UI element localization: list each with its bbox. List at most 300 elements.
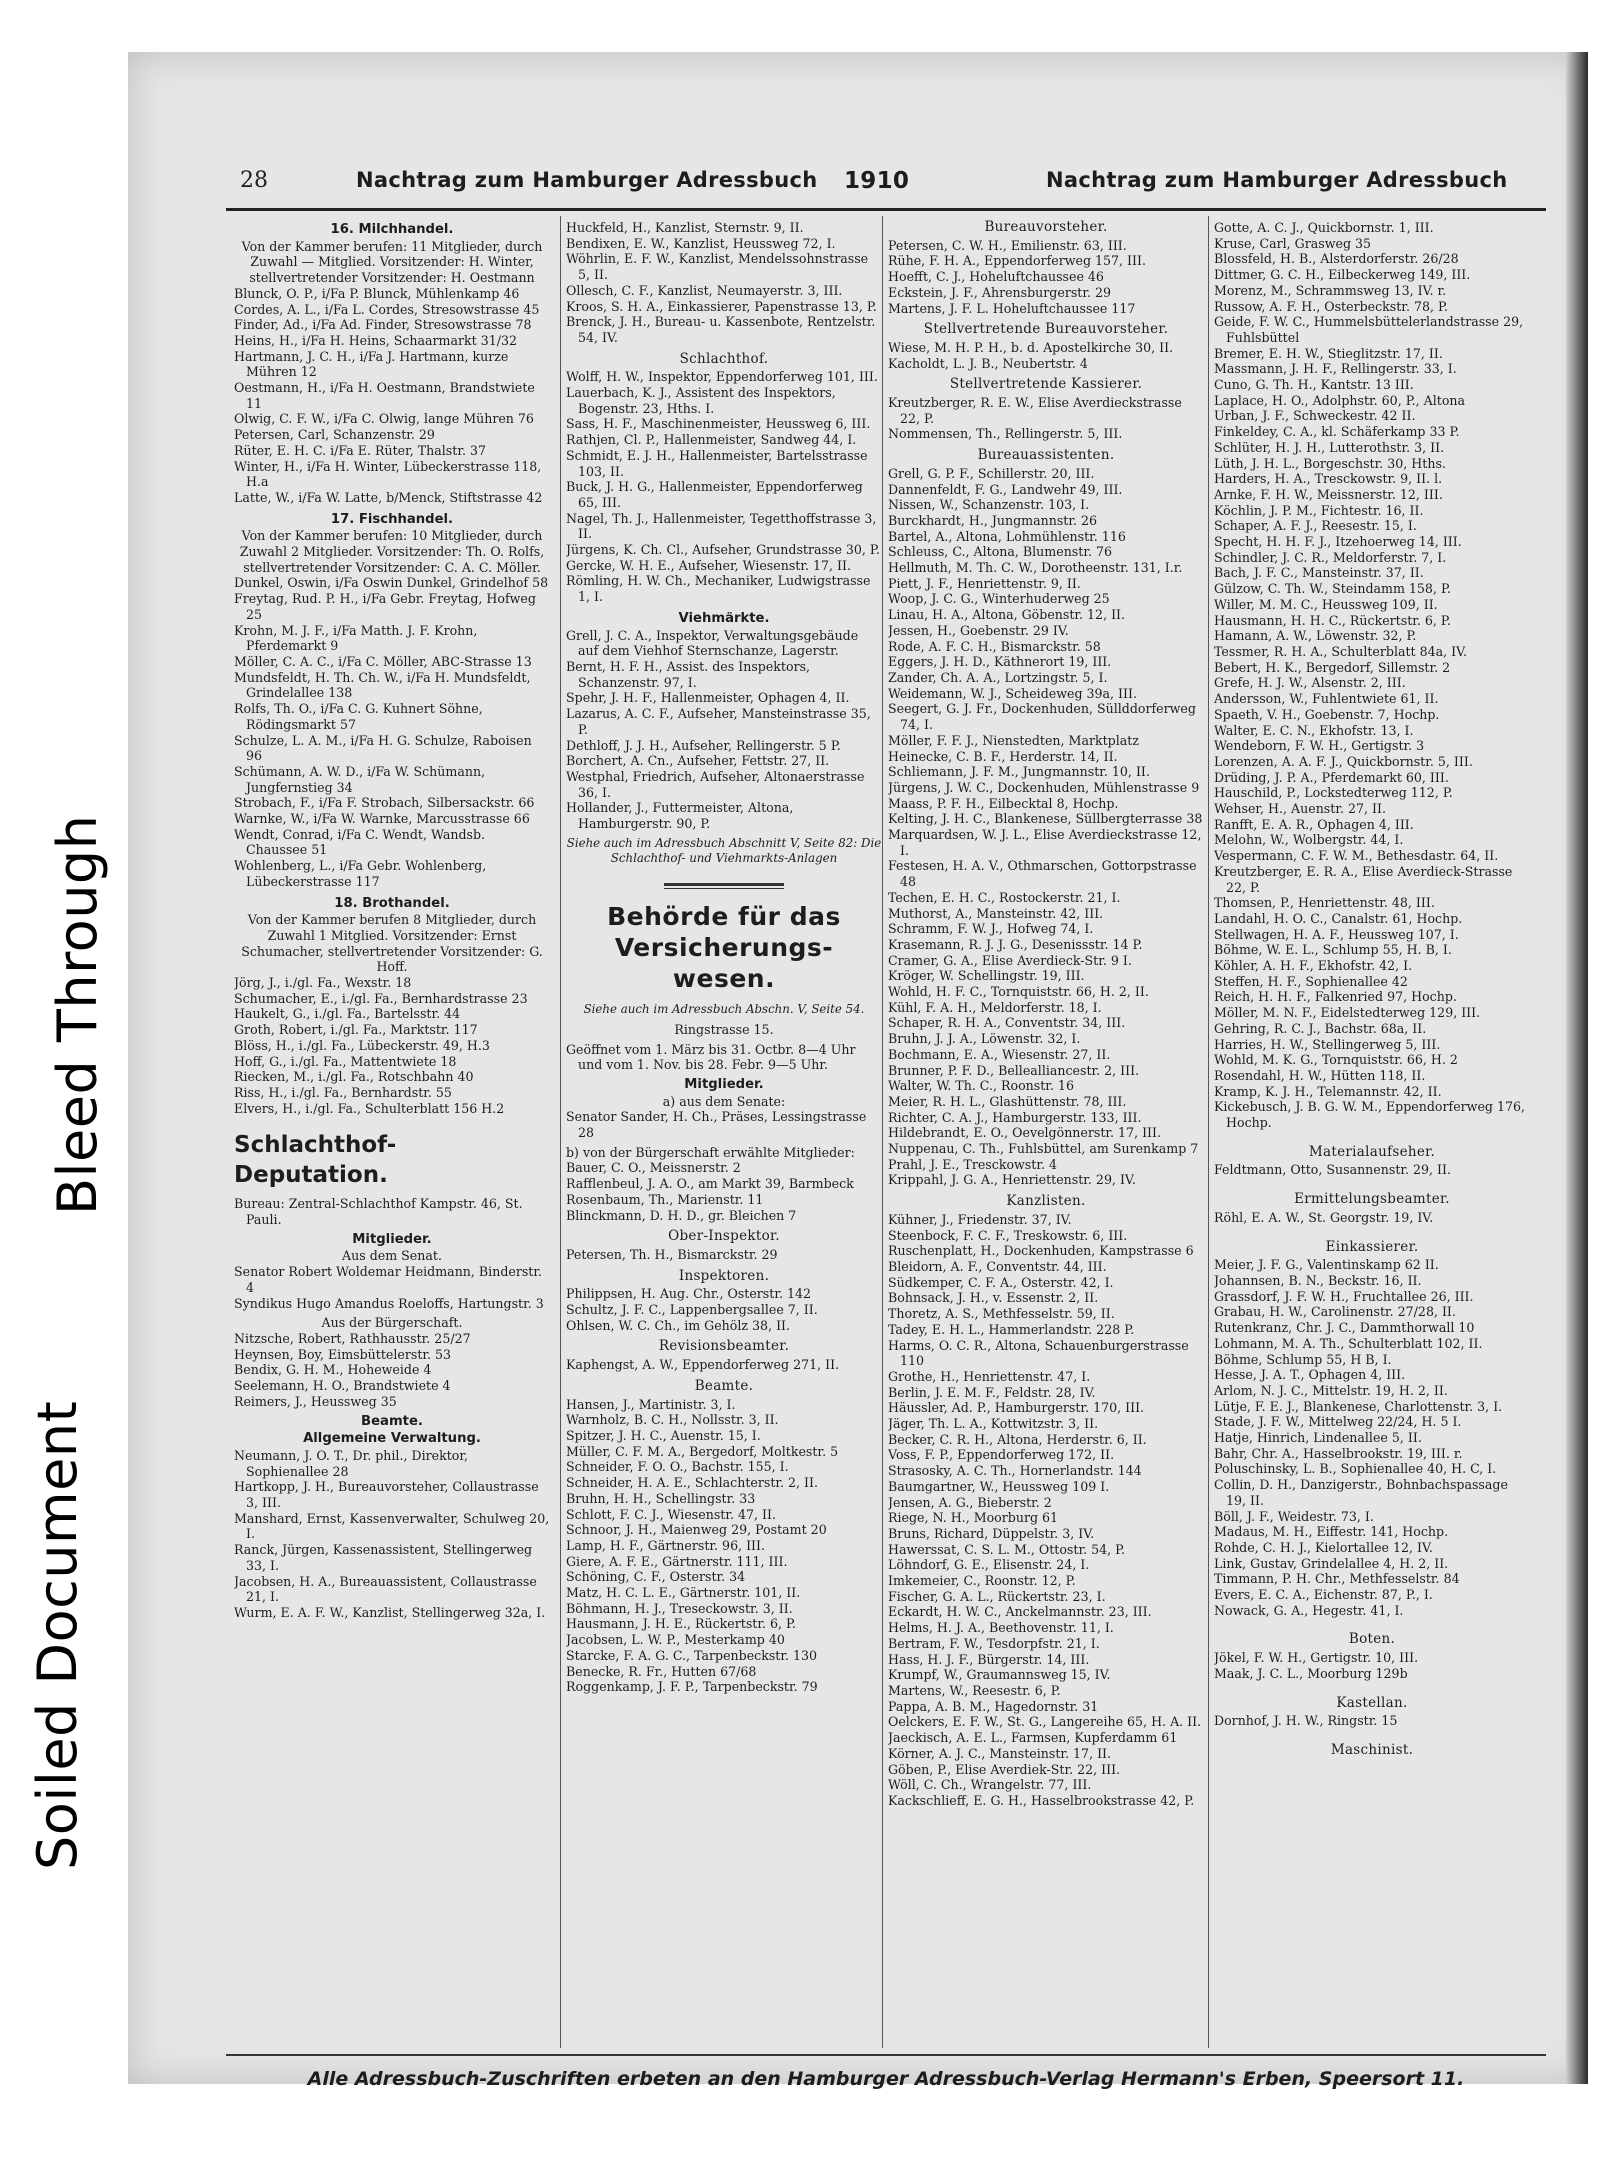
directory-entry: Schnoor, J. H., Maienweg 29, Postamt 20: [566, 1522, 827, 1538]
entry-list: [234, 575, 550, 889]
directory-entry: Freytag, Rud. P. H., i/Fa Gebr. Freytag, Hofweg 25: [234, 591, 536, 622]
directory-entry: Andersson, W., Fuhlentwiete 61, II.: [1214, 691, 1439, 707]
subheading: Aus dem Senat.: [342, 1248, 442, 1264]
entry-list: [888, 238, 1204, 317]
directory-entry: Syndikus Hugo Amandus Roeloffs, Hartungstr. 3: [234, 1295, 544, 1311]
section-heading: 16. Milchhandel.: [330, 222, 454, 237]
directory-entry: Spehr, J. H. F., Hallenmeister, Ophagen 4, II.: [566, 690, 850, 706]
entry-list: [234, 1448, 550, 1621]
directory-entry: Rutenkranz, Chr. J. C., Dammthorwall 10: [1214, 1320, 1475, 1336]
directory-entry: Wolff, H. W., Inspektor, Eppendorferweg 101, III.: [566, 369, 878, 385]
directory-entry: Feldtmann, Otto, Susannenstr. 29, II.: [1214, 1162, 1452, 1178]
directory-entry: Lazarus, A. C. F., Aufseher, Mansteinstrasse 35, P.: [566, 706, 871, 737]
directory-entry: Wohld, H. F. C., Tornquiststr. 66, H. 2, II.: [888, 984, 1149, 1000]
directory-entry: Stellwagen, H. A. F., Heussweg 107, I.: [1214, 926, 1459, 942]
directory-entry: Gercke, W. H. E., Aufseher, Wiesenstr. 17, II.: [566, 557, 851, 573]
directory-entry: Dethloff, J. J. H., Aufseher, Rellingerstr. 5 P.: [566, 737, 841, 753]
directory-entry: Winter, H., i/Fa H. Winter, Lübeckerstrasse 118, H.a: [234, 458, 542, 490]
directory-entry: Blossfeld, H. B., Alsterdorferstr. 26/28: [1214, 251, 1459, 267]
directory-entry: Rolfs, Th. O., i/Fa C. G. Kuhnert Söhne, Rödingsmarkt 57: [234, 701, 483, 732]
directory-entry: Wehser, H., Auenstr. 27, II.: [1214, 801, 1386, 817]
directory-entry: Schümann, A. W. D., i/Fa W. Schümann, Jungfernstieg 34: [234, 763, 486, 795]
directory-entry: Kreutzberger, E. R. A., Elise Averdieck-Strasse 22, P.: [1214, 863, 1513, 895]
section-heading: Mitglieder.: [684, 1076, 764, 1092]
directory-entry: Jaeckisch, A. E. L., Farmsen, Kupferdamm 61: [888, 1730, 1178, 1746]
subsection-heading: Inspektoren.: [678, 1267, 770, 1284]
directory-entry: Collin, D. H., Danzigerstr., Bohnbachspassage 19, II.: [1214, 1477, 1508, 1508]
directory-entry: Hausmann, H. H. C., Rückertstr. 6, P.: [1214, 612, 1451, 628]
directory-entry: Ollesch, C. F., Kanzlist, Neumayerstr. 3, III.: [566, 282, 843, 298]
cross-reference-note: Siehe auch im Adressbuch Abschn. V, Seite 54.: [583, 1002, 865, 1017]
directory-entry: Grefe, H. J. W., Alsenstr. 2, III.: [1214, 675, 1406, 691]
directory-entry: Wöll, C. Ch., Wrangelstr. 77, III.: [888, 1777, 1092, 1793]
directory-entry: Helms, H. J. A., Beethovenstr. 11, I.: [888, 1620, 1114, 1636]
directory-entry: Gotte, A. C. J., Quickbornstr. 1, III.: [1214, 220, 1434, 235]
directory-entry: Harms, O. C. R., Altona, Schauenburgerstrasse 110: [888, 1337, 1189, 1369]
deputation-title: Schlachthof-Deputation.: [234, 1132, 397, 1189]
directory-entry: Baumgartner, W., Heussweg 109 I.: [888, 1478, 1110, 1494]
directory-entry: Cramer, G. A., Elise Averdieck-Str. 9 I.: [888, 952, 1132, 968]
column-2: [566, 220, 882, 2050]
directory-entry: Hollander, J., Futtermeister, Altona, Hamburgerstr. 90, P.: [566, 800, 794, 832]
directory-entry: Schlott, F. C. J., Wiesenstr. 47, II.: [566, 1506, 776, 1522]
directory-entry: Senator Sander, H. Ch., Präses, Lessingstrasse 28: [566, 1109, 867, 1141]
directory-entry: Bernt, H. F. H., Assist. des Inspektors, Schanzenstr. 97, I.: [566, 658, 811, 690]
directory-entry: Groth, Robert, i./gl. Fa., Marktstr. 117: [234, 1022, 478, 1038]
directory-entry: Südkemper, C. F. A., Osterstr. 42, I.: [888, 1274, 1114, 1290]
directory-entry: Göben, P., Elise Averdiek-Str. 22, III.: [888, 1761, 1121, 1777]
directory-entry: Kreutzberger, R. E. W., Elise Averdieckstrasse 22, P.: [888, 395, 1182, 426]
directory-entry: Harders, H. A., Tresckowstr. 9, II. l.: [1214, 471, 1443, 487]
directory-entry: Rosenbaum, Th., Marienstr. 11: [566, 1191, 764, 1207]
directory-entry: Huckfeld, H., Kanzlist, Sternstr. 9, II.: [566, 220, 804, 235]
directory-entry: Lauerbach, K. J., Assistent des Inspektors, Bogenstr. 23, Hths. I.: [566, 385, 836, 416]
directory-entry: Hatje, Hinrich, Lindenallee 5, II.: [1214, 1430, 1422, 1446]
directory-entry: Bertram, F. W., Tesdorpfstr. 21, I.: [888, 1635, 1100, 1651]
directory-entry: Laplace, H. O., Adolphstr. 60, P., Altona: [1214, 392, 1466, 408]
directory-entry: Eckstein, J. F., Ahrensburgerstr. 29: [888, 284, 1112, 300]
directory-entry: Wendeborn, F. W. H., Gertigstr. 3: [1214, 738, 1425, 754]
directory-entry: Seegert, G. J. Fr., Dockenhuden, Süllddorferweg 74, I.: [888, 701, 1196, 733]
directory-entry: Kelting, J. H. C., Blankenese, Süllbergterrasse 38: [888, 811, 1203, 827]
directory-entry: Poluschinsky, L. B., Sophienallee 40, H. C, I.: [1214, 1461, 1497, 1477]
directory-entry: Vespermann, C. F. W. M., Bethesdastr. 64, II.: [1214, 848, 1499, 864]
subsection-heading: Ermittelungsbeamter.: [1294, 1191, 1450, 1208]
directory-entry: Tessmer, R. H. A., Schulterblatt 84a, IV.: [1214, 643, 1468, 659]
directory-entry: Massmann, J. H. F., Rellingerstr. 33, I.: [1214, 361, 1457, 377]
directory-entry: Martens, J. F. L. Hoheluftchaussee 117: [888, 300, 1136, 316]
entry-list: [1214, 1257, 1530, 1618]
subsection-heading: Revisionsbeamter.: [658, 1338, 790, 1355]
scan-dark-edge: [1566, 52, 1588, 2084]
directory-entry: Häussler, Ad. P., Hamburgerstr. 170, III.: [888, 1400, 1145, 1416]
opening-hours: Geöffnet vom 1. März bis 31. Octbr. 8—4 Uhr und vom 1. Nov. bis 28. Febr. 9—5 Uhr.: [566, 1041, 856, 1073]
directory-entry: Hausmann, J. H. E., Rückertstr. 6, P.: [566, 1616, 796, 1632]
section-intro: Von der Kammer berufen: 11 Mitglieder, durch Zuwahl — Mitglied. Vorsitzender: H. Winter, stellvertretender Vorsitzender: H. Oestmann: [241, 238, 543, 286]
directory-entry: Hoff, G., i./gl. Fa., Mattentwiete 18: [234, 1053, 457, 1069]
directory-entry: Jacobsen, H. A., Bureauassistent, Collaustrasse 21, I.: [234, 1573, 537, 1605]
directory-entry: Kruse, Carl, Grasweg 35: [1214, 235, 1372, 251]
directory-entry: Bremer, E. H. W., Stieglitzstr. 17, II.: [1214, 345, 1443, 361]
directory-entry: Böhme, Schlump 55, H B, I.: [1214, 1351, 1392, 1367]
directory-entry: Oestmann, H., i/Fa H. Oestmann, Brandstwiete 11: [234, 380, 535, 411]
directory-entry: Wiese, M. H. P. H., b. d. Apostelkirche 30, II.: [888, 339, 1174, 355]
directory-entry: Krasemann, R. J. J. G., Desenissstr. 14 P.: [888, 936, 1143, 952]
directory-entry: Hartmann, J. C. H., i/Fa J. Hartmann, kurze Mühren 12: [234, 348, 509, 380]
directory-entry: Meier, J. F. G., Valentinskamp 62 II.: [1214, 1257, 1439, 1273]
directory-entry: Nitzsche, Robert, Rathhausstr. 25/27: [234, 1331, 471, 1346]
subsection-heading: Stellvertretende Bureauvorsteher.: [923, 321, 1169, 338]
section-heading: Mitglieder.: [352, 1231, 432, 1247]
directory-entry: Weidemann, W. J., Scheideweg 39a, III.: [888, 685, 1137, 701]
directory-entry: Russow, A. F. H., Osterbeckstr. 78, P.: [1214, 298, 1448, 314]
directory-entry: Warnke, W., i/Fa W. Warnke, Marcusstrasse 66: [234, 811, 530, 827]
cross-reference-note: Siehe auch im Adressbuch Abschnitt V, Seite 82: Die Schlachthof- und Viehmarkts-Anlagen: [566, 835, 882, 866]
authority-title: Behörde für das Versicherungs-wesen.: [607, 902, 841, 994]
directory-entry: Kickebusch, J. B. G. W. M., Eppendorferweg 176, Hochp.: [1214, 1099, 1526, 1131]
directory-entry: Krippahl, J. G. A., Henriettenstr. 29, IV.: [888, 1172, 1136, 1188]
subheading: Aus der Bürgerschaft.: [321, 1315, 463, 1331]
directory-entry: Philippsen, H. Aug. Chr., Osterstr. 142: [566, 1286, 812, 1302]
entry-list: [566, 1160, 882, 1223]
directory-entry: Rüter, E. H. C. i/Fa E. Rüter, Thalstr. 37: [234, 442, 486, 458]
section-heading: 18. Brothandel.: [334, 895, 450, 911]
section-heading: 17. Fischhandel.: [330, 511, 454, 527]
directory-entry: Heins, H., i/Fa H. Heins, Schaarmarkt 31/32: [234, 332, 518, 348]
directory-entry: Bochmann, E. A., Wiesenstr. 27, II.: [888, 1046, 1111, 1062]
document-page: [226, 104, 1546, 2090]
directory-entry: Senator Robert Woldemar Heidmann, Binderstr. 4: [234, 1264, 543, 1295]
directory-entry: Oelckers, E. F. W., St. G., Langereihe 65, H. A. II.: [888, 1714, 1202, 1730]
directory-entry: Petersen, Th. H., Bismarckstr. 29: [566, 1246, 778, 1262]
bureau-address: Bureau: Zentral-Schlachthof Kampstr. 46, St. Pauli.: [234, 1196, 523, 1228]
directory-entry: Bebert, H. K., Bergedorf, Sillemstr. 2: [1214, 659, 1451, 675]
section-heading: Viehmärkte.: [678, 610, 770, 626]
directory-entry: Kackschlieff, E. G. H., Hasselbrookstrasse 42, P.: [888, 1792, 1195, 1808]
directory-entry: Grassdorf, J. F. W. H., Fruchtallee 26, III.: [1214, 1288, 1474, 1304]
subsection-heading: Beamte.: [694, 1377, 754, 1394]
directory-entry: Willer, M. M. C., Heussweg 109, II.: [1214, 596, 1438, 612]
directory-entry: Pappa, A. B. M., Hagedornstr. 31: [888, 1698, 1099, 1714]
directory-entry: Schultz, J. F. C., Lappenbergsallee 7, II.: [566, 1302, 818, 1318]
directory-entry: Elvers, H., i./gl. Fa., Schulterblatt 156 H.2: [234, 1100, 505, 1116]
publisher-footer: Alle Adressbuch-Zuschriften erbeten an den Hamburger Adressbuch-Verlag Hermann's Erben, Speersort 11.: [307, 2068, 1465, 2090]
directory-entry: Hauschild, P., Lockstedterweg 112, P.: [1214, 785, 1453, 801]
directory-entry: Dornhof, J. H. W., Ringstr. 15: [1214, 1713, 1398, 1729]
directory-entry: Ohlsen, W. C. Ch., im Gehölz 38, II.: [566, 1317, 791, 1333]
directory-entry: Rode, A. F. C. H., Bismarckstr. 58: [888, 638, 1101, 654]
entry-list: [1214, 1210, 1530, 1226]
directory-entry: Möller, C. A. C., i/Fa C. Möller, ABC-Strasse 13: [234, 653, 532, 669]
directory-entry: Blinckmann, D. H. D., gr. Bleichen 7: [566, 1207, 797, 1223]
directory-entry: Bruns, Richard, Düppelstr. 3, IV.: [888, 1525, 1095, 1541]
directory-entry: Bartel, A., Altona, Lohmühlenstr. 116: [888, 528, 1126, 544]
directory-entry: Krumpf, W., Graumannsweg 15, IV.: [888, 1667, 1111, 1683]
directory-entry: Röhl, E. A. W., St. Georgstr. 19, IV.: [1214, 1209, 1434, 1225]
directory-entry: Techen, E. H. C., Rostockerstr. 21, I.: [888, 889, 1121, 905]
directory-entry: Rohde, C. H. J., Kielortallee 12, IV.: [1214, 1539, 1433, 1555]
directory-entry: Jürgens, K. Ch. Cl., Aufseher, Grundstrasse 30, P.: [566, 542, 880, 558]
directory-entry: Dannenfeldt, F. G., Landwehr 49, III.: [888, 481, 1123, 497]
section-intro: Von der Kammer berufen 8 Mitglieder, durch Zuwahl 1 Mitglied. Vorsitzender: Ernst Schumacher, stellvertretender Vorsitzender: G. Hoff.: [241, 912, 543, 975]
directory-entry: Lorenzen, A. A. F. J., Quickbornstr. 5, III.: [1214, 753, 1473, 769]
directory-entry: Burckhardt, H., Jungmannstr. 26: [888, 512, 1098, 528]
directory-entry: Mundsfeldt, H. Th. Ch. W., i/Fa H. Mundsfeldt, Grindelallee 138: [234, 669, 531, 701]
entry-list: [888, 340, 1204, 371]
entry-list: [566, 1286, 882, 1333]
directory-entry: Reimers, J., Heussweg 35: [234, 1393, 397, 1409]
directory-entry: Jörg, J., i./gl. Fa., Wexstr. 18: [234, 975, 412, 991]
directory-entry: Brenck, J. H., Bureau- u. Kassenbote, Rentzelstr. 54, IV.: [566, 314, 876, 345]
entry-list: [566, 369, 882, 605]
directory-entry: Hass, H. J. F., Bürgerstr. 14, III.: [888, 1651, 1090, 1667]
directory-entry: Schliemann, J. F. M., Jungmannstr. 10, II.: [888, 764, 1150, 780]
subsection-heading: Ober-Inspektor.: [668, 1228, 780, 1245]
directory-entry: Bruhn, J. J. A., Löwenstr. 32, I.: [888, 1031, 1081, 1047]
directory-entry: Grabau, H. W., Carolinenstr. 27/28, II.: [1214, 1304, 1456, 1320]
directory-entry: Drüding, J. P. A., Pferdemarkt 60, III.: [1214, 769, 1449, 785]
directory-entry: Rühe, F. H. A., Eppendorferweg 157, III.: [888, 253, 1146, 269]
directory-entry: Steffen, H. F., Sophienallee 42: [1214, 973, 1408, 989]
directory-entry: Kröger, W. Schellingstr. 19, III.: [888, 968, 1085, 984]
section-divider: [664, 883, 784, 889]
bleed-through-label: Bleed Through: [46, 814, 109, 1215]
directory-entry: Köhler, A. H. F., Ekhofstr. 42, I.: [1214, 958, 1413, 974]
directory-entry: Manshard, Ernst, Kassenverwalter, Schulweg 20, I.: [234, 1510, 550, 1542]
directory-entry: Geide, F. W. C., Hummelsbüttelerlandstrasse 29, Fuhlsbüttel: [1214, 314, 1524, 345]
directory-entry: Wohld, M. K. G., Tornquiststr. 66, H. 2: [1214, 1052, 1458, 1068]
directory-entry: Morenz, M., Schrammsweg 13, IV. r.: [1214, 282, 1447, 298]
header-rule: [226, 208, 1546, 211]
subsection-heading: Materialaufseher.: [1308, 1143, 1436, 1160]
directory-entry: Heinecke, C. B. F., Herderstr. 14, II.: [888, 748, 1118, 764]
directory-entry: Zander, Ch. A. A., Lortzingstr. 5, I.: [888, 669, 1108, 685]
directory-entry: Evers, E. C. A., Eichenstr. 87, P., I.: [1214, 1587, 1433, 1603]
directory-entry: Römling, H. W. Ch., Mechaniker, Ludwigstrasse 1, I.: [566, 573, 871, 605]
directory-entry: Schlüter, H. J. H., Lutterothstr. 3, II.: [1214, 439, 1445, 455]
directory-entry: Marquardsen, W. J. L., Elise Averdieckstrasse 12, I.: [888, 827, 1202, 858]
directory-entry: Heynsen, Boy, Eimsbüttelerstr. 53: [234, 1346, 452, 1362]
running-title-right: Nachtrag zum Hamburger Adressbuch: [1046, 168, 1508, 192]
directory-entry: Bohnsack, J. H., v. Essenstr. 2, II.: [888, 1290, 1099, 1306]
directory-entry: Schramm, F. W. J., Hofweg 74, I.: [888, 921, 1094, 937]
directory-entry: Kühl, F. A. H., Meldorferstr. 18, I.: [888, 999, 1102, 1015]
directory-entry: Link, Gustav, Grindelallee 4, H. 2, II.: [1214, 1555, 1449, 1571]
directory-entry: Hartkopp, J. H., Bureauvorsteher, Collaustrasse 3, III.: [234, 1479, 539, 1511]
directory-entry: Hesse, J. A. T., Ophagen 4, III.: [1214, 1367, 1406, 1383]
directory-entry: Linau, H. A., Altona, Göbenstr. 12, II.: [888, 607, 1126, 623]
directory-entry: Hoefft, C. J., Hoheluftchaussee 46: [888, 269, 1104, 285]
directory-entry: Schmidt, E. J. H., Hallenmeister, Bartelsstrasse 103, II.: [566, 447, 868, 479]
directory-entry: Böll, J. F., Weidestr. 73, I.: [1214, 1508, 1374, 1524]
directory-entry: Wendt, Conrad, i/Fa C. Wendt, Wandsb. Chaussee 51: [234, 826, 486, 858]
directory-entry: Madaus, M. H., Eiffestr. 141, Hochp.: [1214, 1524, 1449, 1540]
directory-entry: Fischer, G. A. L., Rückertstr. 23, I.: [888, 1588, 1106, 1604]
directory-entry: Roggenkamp, J. F. P., Tarpenbeckstr. 79: [566, 1679, 818, 1695]
column-3: [888, 220, 1204, 2050]
directory-entry: Strobach, F., i/Fa F. Strobach, Silbersackstr. 66: [234, 795, 535, 811]
directory-entry: Wurm, E. A. F. W., Kanzlist, Stellingerweg 32a, I.: [234, 1604, 546, 1620]
directory-entry: Schulze, L. A. M., i/Fa H. G. Schulze, Raboisen 96: [234, 732, 532, 764]
directory-entry: Giere, A. F. E., Gärtnerstr. 111, III.: [566, 1553, 788, 1569]
directory-entry: Benecke, R. Fr., Hutten 67/68: [566, 1663, 757, 1679]
directory-entry: Lohmann, M. A. Th., Schulterblatt 102, II.: [1214, 1335, 1483, 1351]
directory-entry: Nuppenau, C. Th., Fuhlsbüttel, am Surenkamp 7: [888, 1141, 1199, 1157]
directory-entry: Rathjen, Cl. P., Hallenmeister, Sandweg 44, I.: [566, 432, 857, 448]
directory-entry: Spaeth, V. H., Goebenstr. 7, Hochp.: [1214, 706, 1440, 722]
directory-entry: Eckardt, H. W. C., Anckelmannstr. 23, III.: [888, 1604, 1152, 1620]
entry-list: [1214, 1650, 1530, 1681]
directory-entry: Schindler, J. C. R., Meldorferstr. 7, I.: [1214, 549, 1447, 565]
directory-entry: Riss, H., i./gl. Fa., Bernhardstr. 55: [234, 1084, 452, 1100]
directory-entry: Prahl, J. E., Tresckowstr. 4: [888, 1156, 1057, 1172]
directory-entry: Buck, J. H. G., Hallenmeister, Eppendorferweg 65, III.: [566, 479, 863, 510]
directory-entry: Landahl, H. O. C., Canalstr. 61, Hochp.: [1214, 910, 1463, 926]
directory-entry: Grothe, H., Henriettenstr. 47, I.: [888, 1368, 1091, 1384]
directory-entry: Finder, Ad., i/Fa Ad. Finder, Stresowstrasse 78: [234, 317, 532, 333]
directory-entry: Ranck, Jürgen, Kassenassistent, Stellingerweg 33, I.: [234, 1542, 533, 1573]
column-rule: [1208, 216, 1209, 2048]
directory-entry: Piett, J. F., Henriettenstr. 9, II.: [888, 575, 1081, 591]
directory-entry: Maass, P. F. H., Eilbecktal 8, Hochp.: [888, 795, 1119, 811]
subheading: b) von der Bürgerschaft erwählte Mitglieder:: [566, 1144, 855, 1160]
directory-entry: Finkeldey, C. A., kl. Schäferkamp 33 P.: [1214, 424, 1460, 440]
directory-entry: Schöning, C. F., Osterstr. 34: [566, 1569, 746, 1585]
directory-entry: Nissen, W., Schanzenstr. 103, I.: [888, 497, 1090, 513]
entry-list: [566, 1109, 882, 1140]
directory-entry: Krohn, M. J. F., i/Fa Matth. J. F. Krohn, Pferdemarkt 9: [234, 622, 478, 654]
directory-entry: Matz, H. C. L. E., Gärtnerstr. 101, II.: [566, 1585, 801, 1601]
subsection-heading: Boten.: [1348, 1631, 1396, 1648]
directory-entry: Ruschenplatt, H., Dockenhuden, Kampstrasse 6: [888, 1243, 1194, 1259]
directory-entry: Schneider, H. A. E., Schlachterstr. 2, II.: [566, 1475, 818, 1491]
directory-entry: Hansen, J., Martinistr. 3, I.: [566, 1396, 736, 1412]
subsection-heading: Bureauassistenten.: [977, 447, 1115, 464]
directory-entry: Olwig, C. F. W., i/Fa C. Olwig, lange Mühren 76: [234, 411, 534, 427]
directory-entry: Martens, W., Reesestr. 6, P.: [888, 1682, 1061, 1698]
directory-entry: Warnholz, B. C. H., Nollsstr. 3, II.: [566, 1412, 779, 1428]
directory-entry: Hellmuth, M. Th. C. W., Dorotheenstr. 131, I.r.: [888, 560, 1183, 576]
directory-entry: Gehring, R. C. J., Bachstr. 68a, II.: [1214, 1020, 1427, 1036]
directory-entry: Arnke, F. H. W., Meissnerstr. 12, III.: [1214, 486, 1443, 502]
directory-entry: Kramp, K. J. H., Telemannstr. 42, II.: [1214, 1083, 1442, 1099]
directory-entry: Reich, H. H. F., Falkenried 97, Hochp.: [1214, 989, 1457, 1005]
directory-entry: Bendixen, E. W., Kanzlist, Heussweg 72, I.: [566, 235, 836, 251]
entry-list: [888, 1212, 1204, 1809]
directory-entry: Neumann, J. O. T., Dr. phil., Direktor, Sophienallee 28: [234, 1447, 468, 1479]
directory-entry: Böhmann, H. J., Treseckowstr. 3, II.: [566, 1600, 793, 1616]
entry-list: [234, 286, 550, 506]
directory-entry: Walter, W. Th. C., Roonstr. 16: [888, 1078, 1074, 1094]
directory-entry: Latte, W., i/Fa W. Latte, b/Menck, Stiftstrasse 42: [234, 489, 543, 505]
directory-entry: Timmann, P. H. Chr., Methfesselstr. 84: [1214, 1571, 1460, 1587]
running-head: [226, 164, 1546, 204]
directory-entry: Kroos, S. H. A., Einkassierer, Papenstrasse 13, P.: [566, 298, 877, 314]
directory-entry: Riege, N. H., Moorburg 61: [888, 1510, 1059, 1526]
directory-entry: Körner, A. J. C., Mansteinstr. 17, II.: [888, 1745, 1112, 1761]
directory-entry: Becker, C. R. H., Altona, Herderstr. 6, II.: [888, 1431, 1147, 1447]
directory-entry: Schaper, A. F. J., Reesestr. 15, I.: [1214, 518, 1417, 534]
directory-entry: Wohlenberg, L., i/Fa Gebr. Wohlenberg, Lübeckerstrasse 117: [234, 858, 487, 889]
directory-entry: Rafflenbeul, J. A. O., am Markt 39, Barmbeck: [566, 1176, 854, 1192]
directory-entry: Möller, M. N. F., Eidelstedterweg 129, III.: [1214, 1005, 1481, 1021]
entry-list: [566, 1247, 882, 1263]
running-year: 1910: [844, 168, 910, 194]
directory-entry: Bauer, C. O., Meissnerstr. 2: [566, 1160, 741, 1176]
directory-entry: Gülzow, C. Th. W., Steindamm 158, P.: [1214, 581, 1451, 597]
directory-entry: Löhndorf, G. E., Elisenstr. 24, I.: [888, 1557, 1090, 1573]
directory-entry: Lütje, F. E. J., Blankenese, Charlottenstr. 3, I.: [1214, 1398, 1503, 1414]
directory-entry: Melohn, W., Wolbergstr. 44, I.: [1214, 832, 1404, 848]
directory-entry: Grell, G. P. F., Schillerstr. 20, III.: [888, 465, 1095, 481]
directory-entry: Meier, R. H. L., Glashüttenstr. 78, III.: [888, 1093, 1127, 1109]
subsection-heading: Schlachthof.: [679, 350, 769, 367]
directory-entry: Johannsen, B. N., Beckstr. 16, II.: [1214, 1273, 1422, 1288]
directory-entry: Petersen, C. W. H., Emilienstr. 63, III.: [888, 237, 1127, 253]
directory-entry: Starcke, F. A. G. C., Tarpenbeckstr. 130: [566, 1647, 818, 1663]
directory-entry: Thomsen, P., Henriettenstr. 48, III.: [1214, 895, 1435, 911]
directory-entry: Müller, C. F. M. A., Bergedorf, Moltkestr. 5: [566, 1443, 839, 1459]
directory-entry: Hamann, A. W., Löwenstr. 32, P.: [1214, 628, 1417, 644]
entry-list: [566, 220, 882, 346]
directory-entry: Jacobsen, L. W. P., Mesterkamp 40: [566, 1632, 785, 1648]
directory-entry: Bahr, Chr. A., Hasselbrookstr. 19, III. r.: [1214, 1445, 1463, 1461]
directory-entry: Jökel, F. W. H., Gertigstr. 10, III.: [1214, 1650, 1419, 1666]
column-4: [1214, 220, 1530, 2050]
directory-entry: Jensen, A. G., Bieberstr. 2: [888, 1494, 1052, 1510]
directory-entry: Jessen, H., Goebenstr. 29 IV.: [888, 622, 1069, 638]
scanned-page: [128, 52, 1588, 2090]
directory-entry: Kaphengst, A. W., Eppendorferweg 271, II.: [566, 1357, 840, 1373]
column-rule: [882, 216, 883, 2048]
entry-list: [566, 1357, 882, 1373]
entry-list: [888, 395, 1204, 442]
directory-entry: Grell, J. C. A., Inspektor, Verwaltungsgebäude auf dem Viehhof Sternschanze, Lagerstr.: [566, 627, 859, 659]
subsection-heading: Stellvertretende Kassierer.: [949, 376, 1143, 393]
subsection-heading: Maschinist.: [1330, 1741, 1414, 1758]
soiled-document-label: Soiled Document: [26, 1400, 89, 1870]
directory-entry: Cuno, G. Th. H., Kantstr. 13 III.: [1214, 377, 1414, 393]
entry-list: [888, 466, 1204, 1188]
directory-entry: Schaper, R. H. A., Conventstr. 34, III.: [888, 1015, 1126, 1031]
directory-entry: Seelemann, H. O., Brandstwiete 4: [234, 1378, 451, 1394]
directory-entry: Riecken, M., i./gl. Fa., Rotschbahn 40: [234, 1069, 474, 1085]
subsection-heading: Kanzlisten.: [1006, 1193, 1086, 1210]
entry-list: [234, 1331, 550, 1410]
directory-entry: Nommensen, Th., Rellingerstr. 5, III.: [888, 426, 1123, 442]
subsection-heading: Bureauvorsteher.: [984, 220, 1108, 235]
directory-entry: Petersen, Carl, Schanzenstr. 29: [234, 427, 435, 443]
subheading: a) aus dem Senate:: [662, 1093, 786, 1109]
directory-entry: Muthorst, A., Mansteinstr. 42, III.: [888, 905, 1104, 921]
directory-entry: Voss, F. P., Eppendorferweg 172, II.: [888, 1447, 1115, 1463]
directory-entry: Richter, C. A. J., Hamburgerstr. 133, III.: [888, 1109, 1142, 1125]
directory-entry: Lamp, H. F., Gärtnerstr. 96, III.: [566, 1537, 766, 1553]
page-number: 28: [240, 168, 268, 193]
directory-entry: Jürgens, J. W. C., Dockenhuden, Mühlenstrasse 9: [888, 779, 1200, 795]
directory-entry: Brunner, P. F. D., Bellealliancestr. 2, III.: [888, 1062, 1140, 1078]
entry-list: [566, 628, 882, 832]
entry-list: [234, 975, 550, 1116]
directory-entry: Maak, J. C. L., Moorburg 129b: [1214, 1665, 1408, 1681]
column-1: [234, 220, 550, 2050]
directory-entry: Schumacher, E., i./gl. Fa., Bernhardstrasse 23: [234, 990, 528, 1006]
directory-entry: Dunkel, Oswin, i/Fa Oswin Dunkel, Grindelhof 58: [234, 575, 549, 591]
directory-entry: Haukelt, G., i./gl. Fa., Bartelsstr. 44: [234, 1006, 461, 1022]
directory-entry: Kühner, J., Friedenstr. 37, IV.: [888, 1211, 1072, 1227]
column-rule: [560, 216, 561, 2048]
directory-entry: Berlin, J. E. M. F., Feldstr. 28, IV.: [888, 1384, 1096, 1400]
